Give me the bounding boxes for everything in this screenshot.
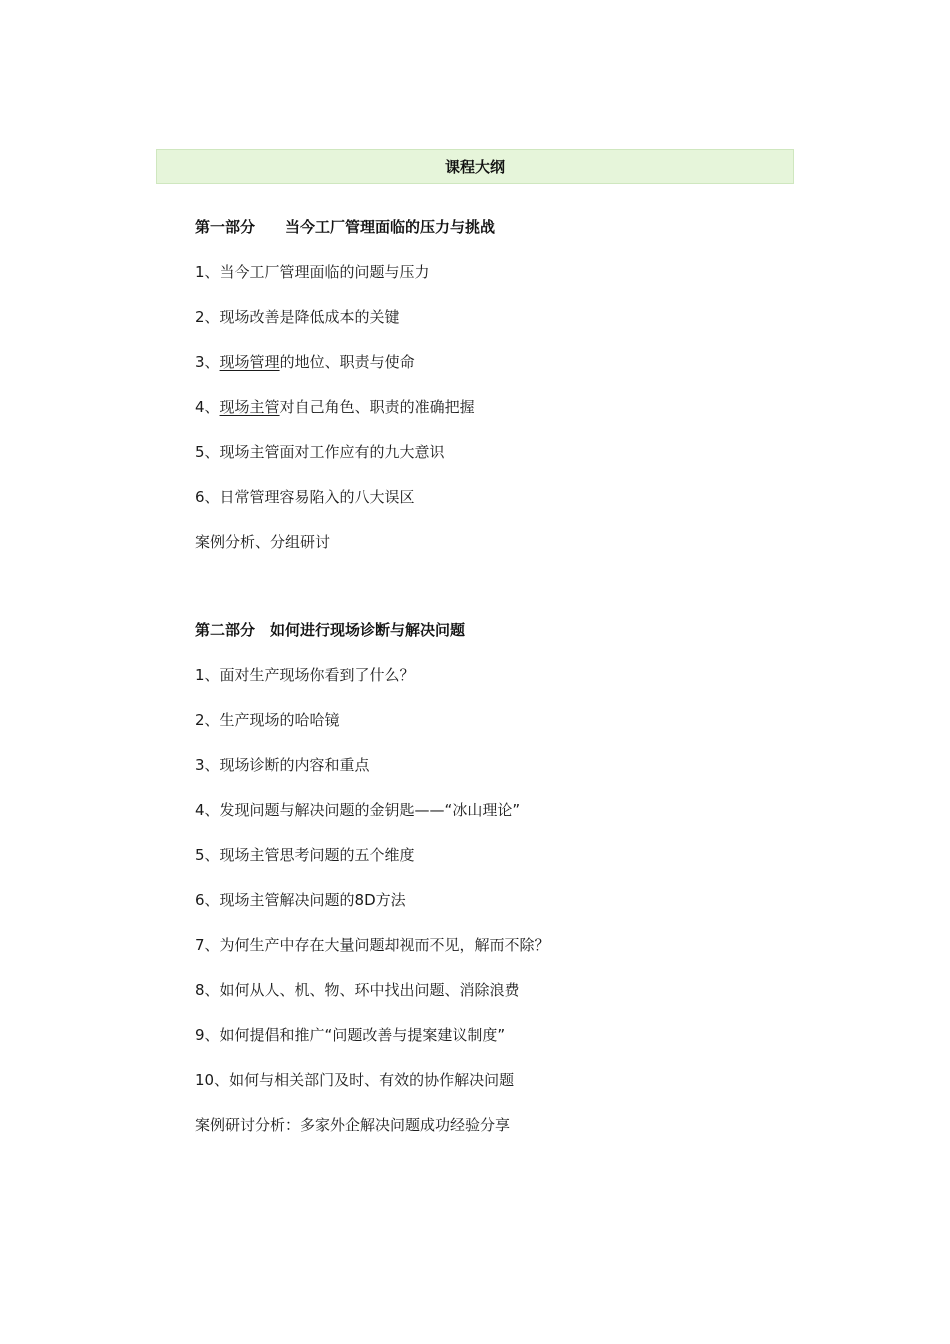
part-one-item: 1、当今工厂管理面临的问题与压力 xyxy=(195,263,430,281)
part-one-item xyxy=(195,396,815,441)
part-one-item: 5、现场主管面对工作应有的九大意识 xyxy=(195,443,445,461)
part-two-note: 案例研讨分析：多家外企解决问题成功经验分享 xyxy=(195,1116,511,1134)
part-two-item: 4、发现问题与解决问题的金钥匙——“冰山理论” xyxy=(195,801,521,819)
item-number: 3、 xyxy=(195,353,220,371)
part-one-section xyxy=(195,216,815,576)
outline-title: 课程大纲 xyxy=(156,149,794,184)
part-one-item: 2、现场改善是降低成本的关键 xyxy=(195,308,400,326)
part-two-item: 7、为何生产中存在大量问题却视而不见，解而不除？ xyxy=(195,936,550,954)
part-two-item: 2、生产现场的哈哈镜 xyxy=(195,711,340,729)
part-one-item xyxy=(195,351,815,396)
site-management-link[interactable]: 现场管理 xyxy=(219,353,280,371)
part-one-note: 案例分析、分组研讨 xyxy=(195,533,331,551)
part-two-item: 5、现场主管思考问题的五个维度 xyxy=(195,846,415,864)
part-two-item: 3、现场诊断的内容和重点 xyxy=(195,756,370,774)
part-two-item: 10、如何与相关部门及时、有效的协作解决问题 xyxy=(195,1071,515,1089)
part-two-item: 1、面对生产现场你看到了什么？ xyxy=(195,666,415,684)
part-one-heading: 第一部分 当今工厂管理面临的压力与挑战 xyxy=(195,218,496,236)
item-number: 4、 xyxy=(195,398,220,416)
part-two-item: 8、如何从人、机、物、环中找出问题、消除浪费 xyxy=(195,981,520,999)
part-two-item: 9、如何提倡和推广“问题改善与提案建议制度” xyxy=(195,1026,506,1044)
part-two-heading: 第二部分 如何进行现场诊断与解决问题 xyxy=(195,621,466,639)
item-text: 的地位、职责与使命 xyxy=(279,353,415,371)
site-supervisor-link[interactable]: 现场主管 xyxy=(219,398,280,416)
item-text: 对自己角色、职责的准确把握 xyxy=(279,398,475,416)
part-two-item: 6、现场主管解决问题的8D方法 xyxy=(195,891,406,909)
part-one-item: 6、日常管理容易陷入的八大误区 xyxy=(195,488,415,506)
part-two-section xyxy=(195,619,815,1159)
